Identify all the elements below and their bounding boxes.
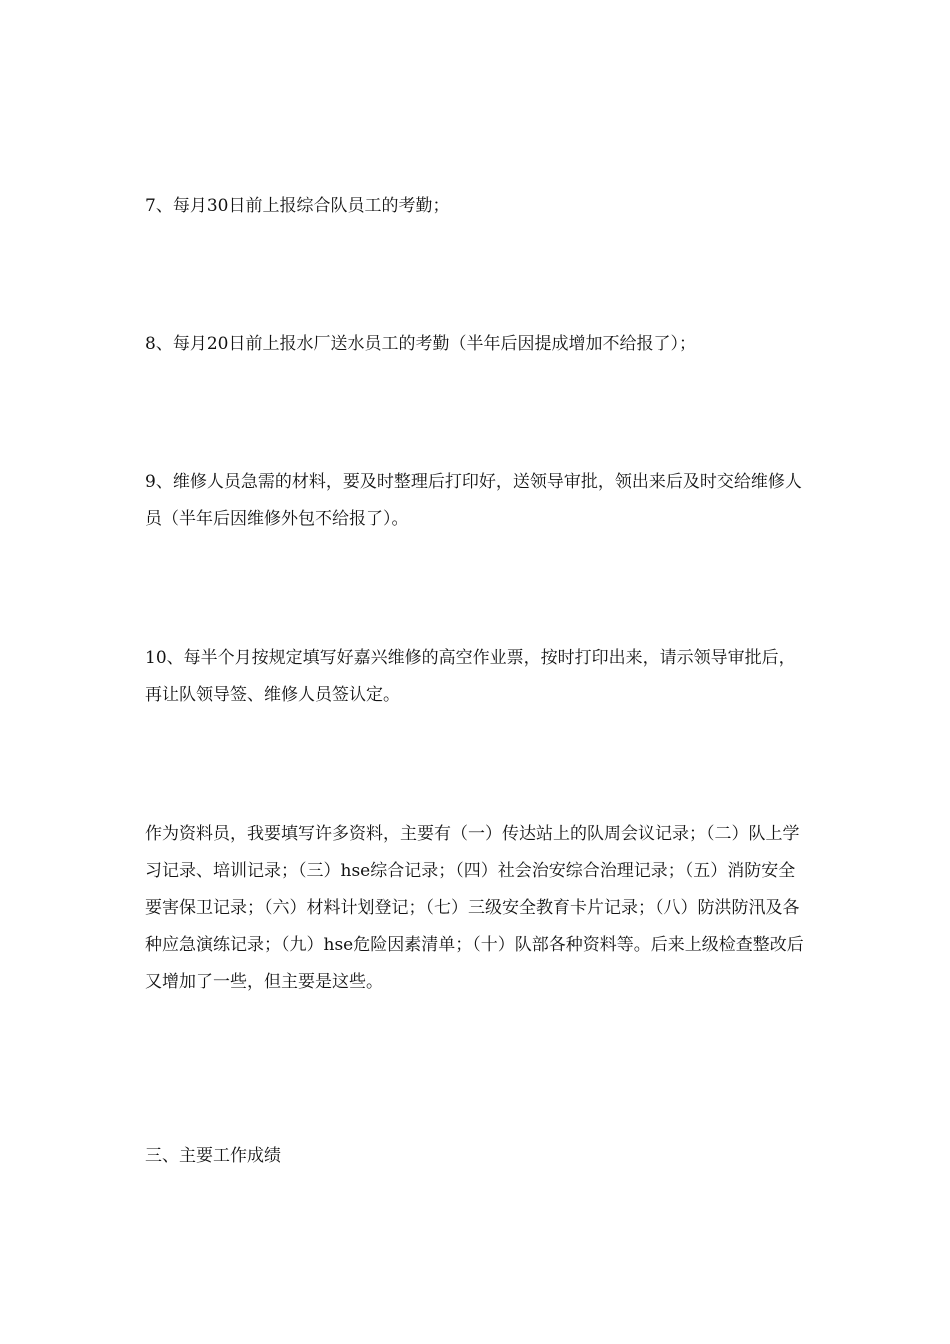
- paragraph-item-9: 9、维修人员急需的材料，要及时整理后打印好，送领导审批，领出来后及时交给维修人员（半年后因维修外包不给报了）。: [145, 472, 802, 529]
- section-heading-main-achievements: 三、主要工作成绩: [145, 1146, 281, 1166]
- paragraph-item-10: 10、每半个月按规定填写好嘉兴维修的高空作业票，按时打印出来，请示领导审批后，再让队领导签、维修人员签认定。: [145, 648, 796, 705]
- paragraph-item-8: 8、每月20日前上报水厂送水员工的考勤（半年后因提成增加不给报了）；: [145, 334, 696, 354]
- paragraph-item-7: 7、每月30日前上报综合队员工的考勤；: [145, 196, 450, 216]
- paragraph-records-list: 作为资料员，我要填写许多资料，主要有（一）传达站上的队周会议记录；（二）队上学习记录、培训记录；（三）hse综合记录；（四）社会治安综合治理记录；（五）消防安全要害保卫记录；（六）材料计划登记；（七）三级安全教育卡片记录；（八）防洪防汛及各种应急演练记录；（九）hse危险因素清单；（十）队部各种资料等。后来上级检查整改后又增加了一些，但主要是这些。: [145, 824, 804, 992]
